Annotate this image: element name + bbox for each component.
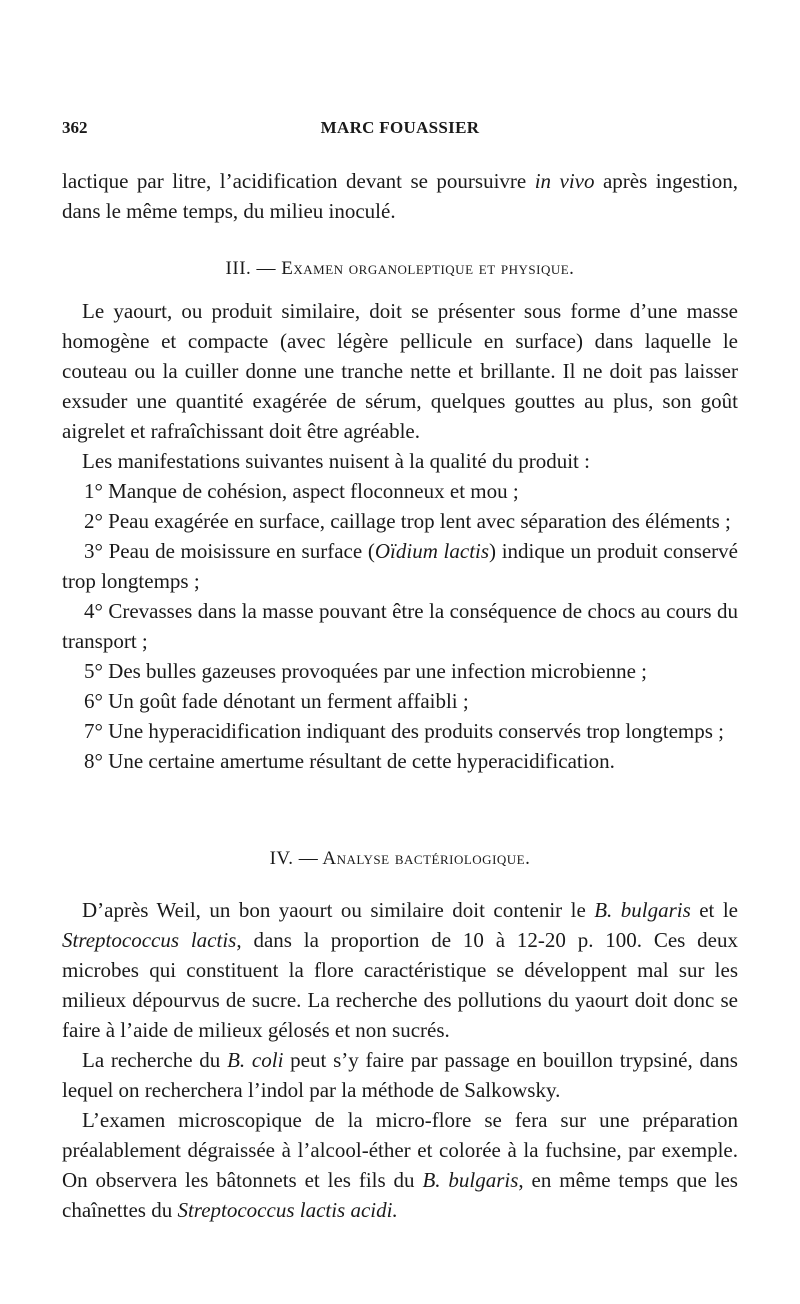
section-iv-body: [62, 895, 738, 1225]
list-item: 4° Crevasses dans la masse pouvant être la conséquence de chocs au cours du transport ;: [62, 599, 738, 653]
list-item: 2° Peau exagérée en surface, caillage trop lent avec séparation des éléments ;: [84, 509, 731, 533]
list-item: 7° Une hyperacidification indiquant des produits conservés trop longtemps ;: [84, 719, 725, 743]
list-item: 1° Manque de cohésion, aspect floconneux et mou ;: [84, 479, 519, 503]
section-iii-body: [62, 296, 738, 776]
list-item: 8° Une certaine amertume résultant de cette hyperacidification.: [84, 749, 615, 773]
section-heading-iv: IV. — Analyse bactériologique.: [269, 848, 531, 869]
section-heading-iii: III. — Examen organoleptique et physique.: [225, 258, 575, 279]
running-head: [62, 118, 738, 144]
running-title: MARC FOUASSIER: [320, 118, 480, 137]
page-number: 362: [62, 118, 88, 137]
paragraph: Les manifestations suivantes nuisent à la qualité du produit :: [82, 449, 590, 473]
list-item: 3° Peau de moisissure en surface (Oïdium lactis) indique un produit conservé trop longtemps ;: [62, 539, 738, 593]
paragraph: D’après Weil, un bon yaourt ou similaire doit contenir le B. bulgaris et le Streptococcus lactis, dans la proportion de 10 à 12-20 p. 100. Ces deux microbes qui constituent la flore caractéristique se développent mal sur les milieux dépourvus de sucre. La recherche des pollutions du yaourt doit donc se faire à l’aide de milieux gélosés et non sucrés.: [62, 898, 739, 1042]
paragraph: Le yaourt, ou produit similaire, doit se présenter sous forme d’une masse homogène et compacte (avec légère pellicule en surface) dans laquelle le couteau ou la cuiller donne une tranche nette et brillante. Il ne doit pas laisser exsuder une quantité exagérée de sérum, quelques gouttes au plus, son goût aigrelet et rafraîchissant doit être agréable.: [62, 299, 738, 443]
intro-paragraph: [62, 166, 738, 226]
intro-text-end: après ingestion, dans le même temps, du milieu inoculé.: [62, 169, 738, 223]
list-item: 5° Des bulles gazeuses provoquées par une infection microbienne ;: [84, 659, 647, 683]
paragraph: La recherche du B. coli peut s’y faire par passage en bouillon trypsiné, dans lequel on recherchera l’indol par la méthode de Salkowsky.: [62, 1048, 738, 1102]
list-item: 6° Un goût fade dénotant un ferment affaibli ;: [84, 689, 469, 713]
intro-text: lactique par litre, l’acidification devant se poursuivre: [62, 169, 535, 193]
intro-italic: in vivo: [534, 169, 595, 193]
paragraph: L’examen microscopique de la micro-flore se fera sur une préparation préalablement dégraissée à l’alcool-éther et colorée à la fuchsine, par exemple. On observera les bâtonnets et les fils du B. bulgaris, en même temps que les chaînettes du Streptococcus lactis acidi.: [62, 1108, 738, 1222]
